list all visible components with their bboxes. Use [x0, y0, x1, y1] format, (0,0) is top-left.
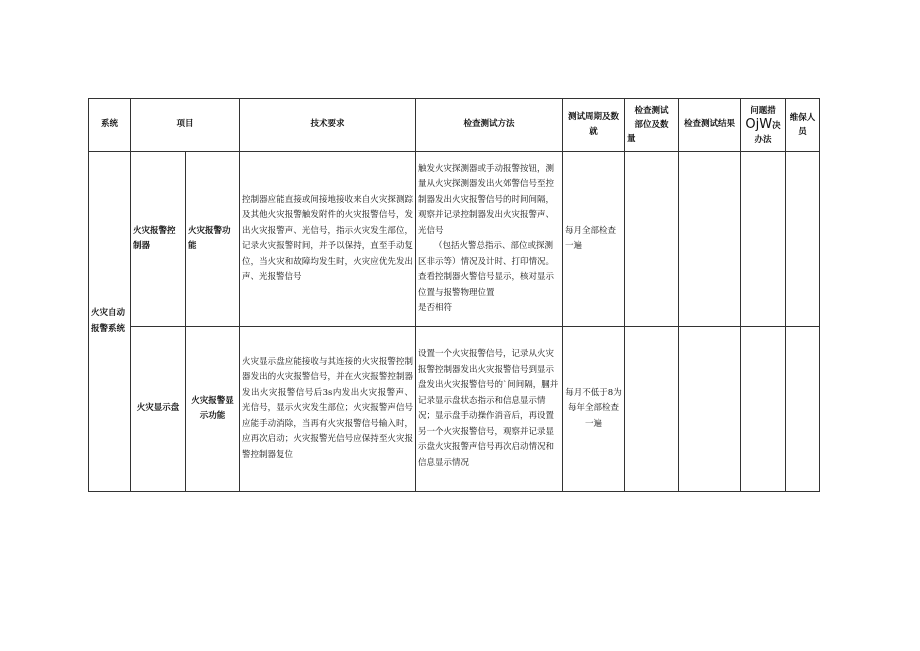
sub-item-cell: 火灾报警功能 — [186, 152, 240, 327]
header-issue-suffix: 决 — [772, 120, 781, 131]
header-tech-requirement: 技术要求 — [240, 99, 416, 152]
table-row — [89, 152, 820, 327]
header-test-position-line1: 检查测试 — [634, 106, 669, 116]
method-cell — [416, 152, 563, 327]
sub-item-cell: 火灾报警显示功能 — [186, 327, 240, 492]
header-maintenance-staff — [786, 99, 820, 152]
header-test-method: 检查测试方法 — [416, 99, 563, 152]
result-cell — [679, 327, 741, 492]
header-test-cycle: 测试周期及数就 — [563, 99, 625, 152]
cycle-cell: 每月全部检查一遍 — [563, 152, 625, 327]
result-cell — [679, 152, 741, 327]
method-line: （包括火警总指示、部位或探测区非示等）情况及计时、打印情况。查看控制器火警信号显示，核对显示位置与报警物理位置 — [418, 241, 555, 298]
header-project: 项目 — [131, 99, 240, 152]
table-row — [89, 327, 820, 492]
cycle-cell: 每月不低于8为每年全部检查一遍 — [563, 327, 625, 492]
method-cell: 设置一个火灾报警信号，记录从火灾报警控制器发出火灾报警信号到显示盘发出火灾报警信号的`间间隔，膕并记录显示盘状态指示和信息显示情况；显示盘手动操作消音后，再设置另一个火灾报警信号，观察并记录显示盘火灾报警声信号再次启动情况和信息显示情况 — [416, 327, 563, 492]
position-cell — [625, 327, 679, 492]
header-issue-code: OjW — [745, 116, 773, 132]
inspection-table — [88, 98, 820, 492]
method-line: 触发火灾探测器或手动报警按钮，测量从火灾探测器发出火郊警信号至控制器发出火灾报警信号的时间间隔，观察并记录控制器发出火灾报警声、光信号 — [418, 163, 555, 236]
header-test-position-line3: 量 — [627, 134, 636, 144]
header-test-result: 检查测试结果 — [679, 99, 741, 152]
header-issue-line3: 办法 — [754, 134, 772, 145]
staff-cell — [786, 327, 820, 492]
header-issue-resolution — [741, 99, 786, 152]
requirement-cell: 火灾显示盘应能接收与其连接的火灾报警控制器发出的火灾报警信号，并在火灾报警控制器发出火灾报警信号后3s内发出火灾报警声、光信号，显示火灾发生部位；火灾报警声信号应能手动消除，当再有火灾报警信号输入时，应再次启动；火灾报警光信号应保持至火灾报警控制器复位 — [240, 327, 416, 492]
issue-cell — [741, 327, 786, 492]
header-system: 系统 — [89, 99, 131, 152]
method-line: 是否相符 — [418, 303, 453, 313]
header-test-position-line2: 部位及数 — [634, 120, 669, 130]
header-row — [89, 99, 820, 152]
position-cell — [625, 152, 679, 327]
system-cell: 火灾自动报警系统 — [89, 152, 131, 492]
requirement-cell: 控制器应能直接或间接地接收来自火灾探测踪及其他火灾报警触发附件的火灾报警信号，发出火灾报警声、光信号，指示火灾发生部位，记录火灾报警时间，并予以保持，直至手动复位，当火灾和故障均发生时，火灾应优先发出声、光报警信号 — [240, 152, 416, 327]
item-cell: 火灾报警控制器 — [131, 152, 186, 327]
header-staff-line1: 维保人 — [789, 113, 816, 123]
item-cell: 火灾显示盘 — [131, 327, 186, 492]
staff-cell — [786, 152, 820, 327]
header-staff-line2: 员 — [798, 127, 807, 137]
issue-cell — [741, 152, 786, 327]
header-test-position — [625, 99, 679, 152]
header-issue-line1: 问题措 — [750, 105, 776, 116]
header-issue-line2 — [743, 118, 783, 133]
